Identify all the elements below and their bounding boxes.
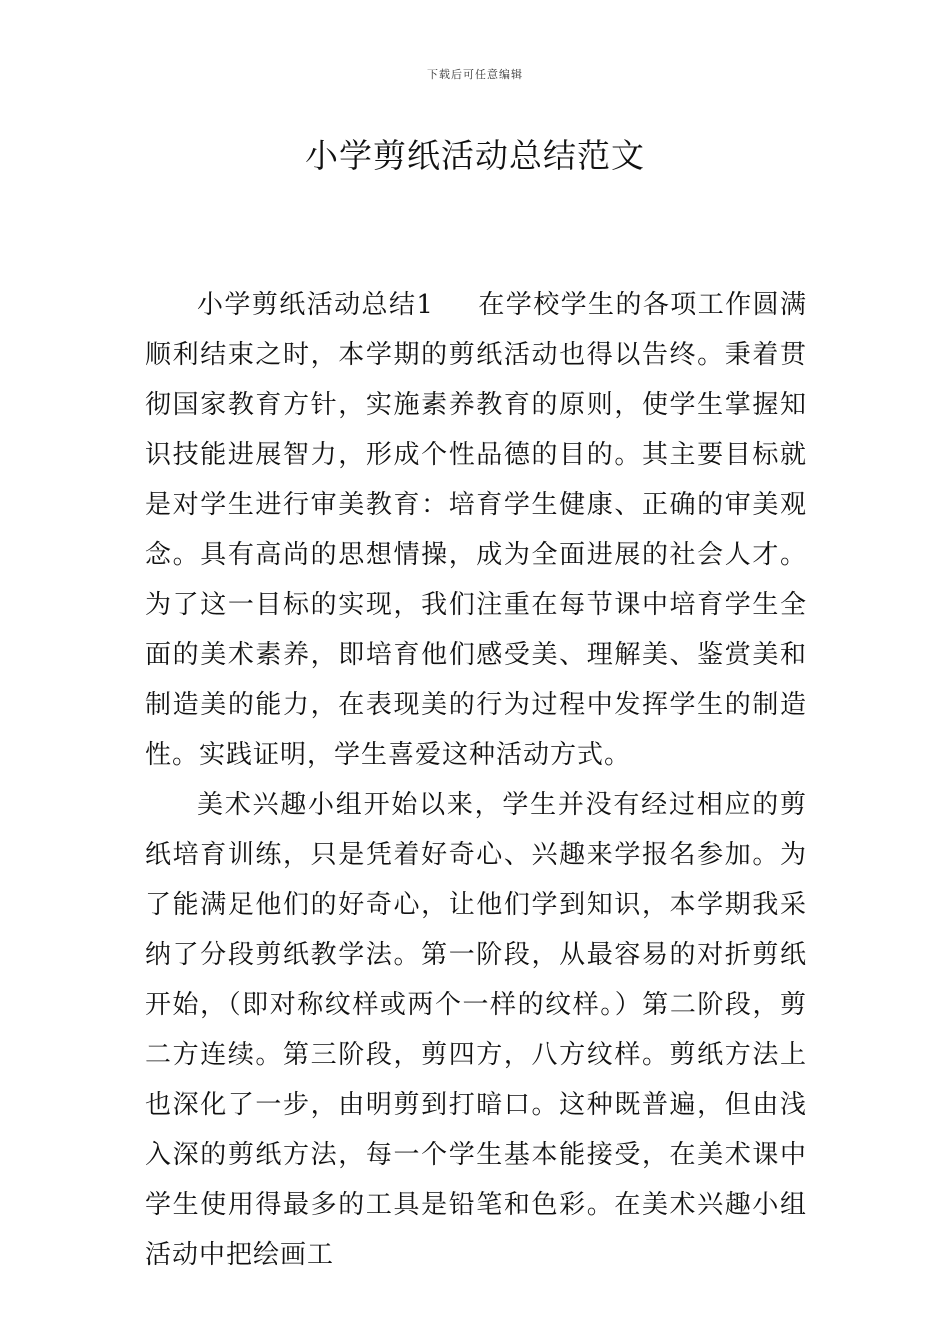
document-title: 小学剪纸活动总结范文	[305, 136, 645, 175]
paragraph-1	[145, 280, 807, 780]
paragraph-2	[145, 780, 807, 1280]
paragraph-1-text: 在学校学生的各项工作圆满顺利结束之时，本学期的剪纸活动也得以告终。秉着贯彻国家教育方针，实施素养教育的原则，使学生掌握知识技能进展智力，形成个性品德的目的。其主要目标就是对学生进行审美教育：培育学生健康、正确的审美观念。具有高尚的思想情操，成为全面进展的社会人才。为了这一目标的实现，我们注重在每节课中培育学生全面的美术素养，即培育他们感受美、理解美、鉴赏美和制造美的能力，在表现美的行为过程中发挥学生的制造性。实践证明，学生喜爱这种活动方式。	[145, 290, 807, 770]
paragraph-2-text: 美术兴趣小组开始以来，学生并没有经过相应的剪纸培育训练，只是凭着好奇心、兴趣来学报名参加。为了能满足他们的好奇心，让他们学到知识，本学期我采纳了分段剪纸教学法。第一阶段，从最容易的对折剪纸开始，（即对称纹样或两个一样的纹样。）第二阶段，剪二方连续。第三阶段，剪四方，八方纹样。剪纸方法上也深化了一步，由明剪到打暗口。这种既普遍，但由浅入深的剪纸方法，每一个学生基本能接受，在美术课中学生使用得最多的工具是铅笔和色彩。在美术兴趣小组活动中把绘画工	[145, 790, 807, 1270]
section-heading: 小学剪纸活动总结1	[197, 290, 434, 320]
document-body	[145, 280, 807, 1280]
header-note: 下载后可任意编辑	[427, 68, 523, 81]
